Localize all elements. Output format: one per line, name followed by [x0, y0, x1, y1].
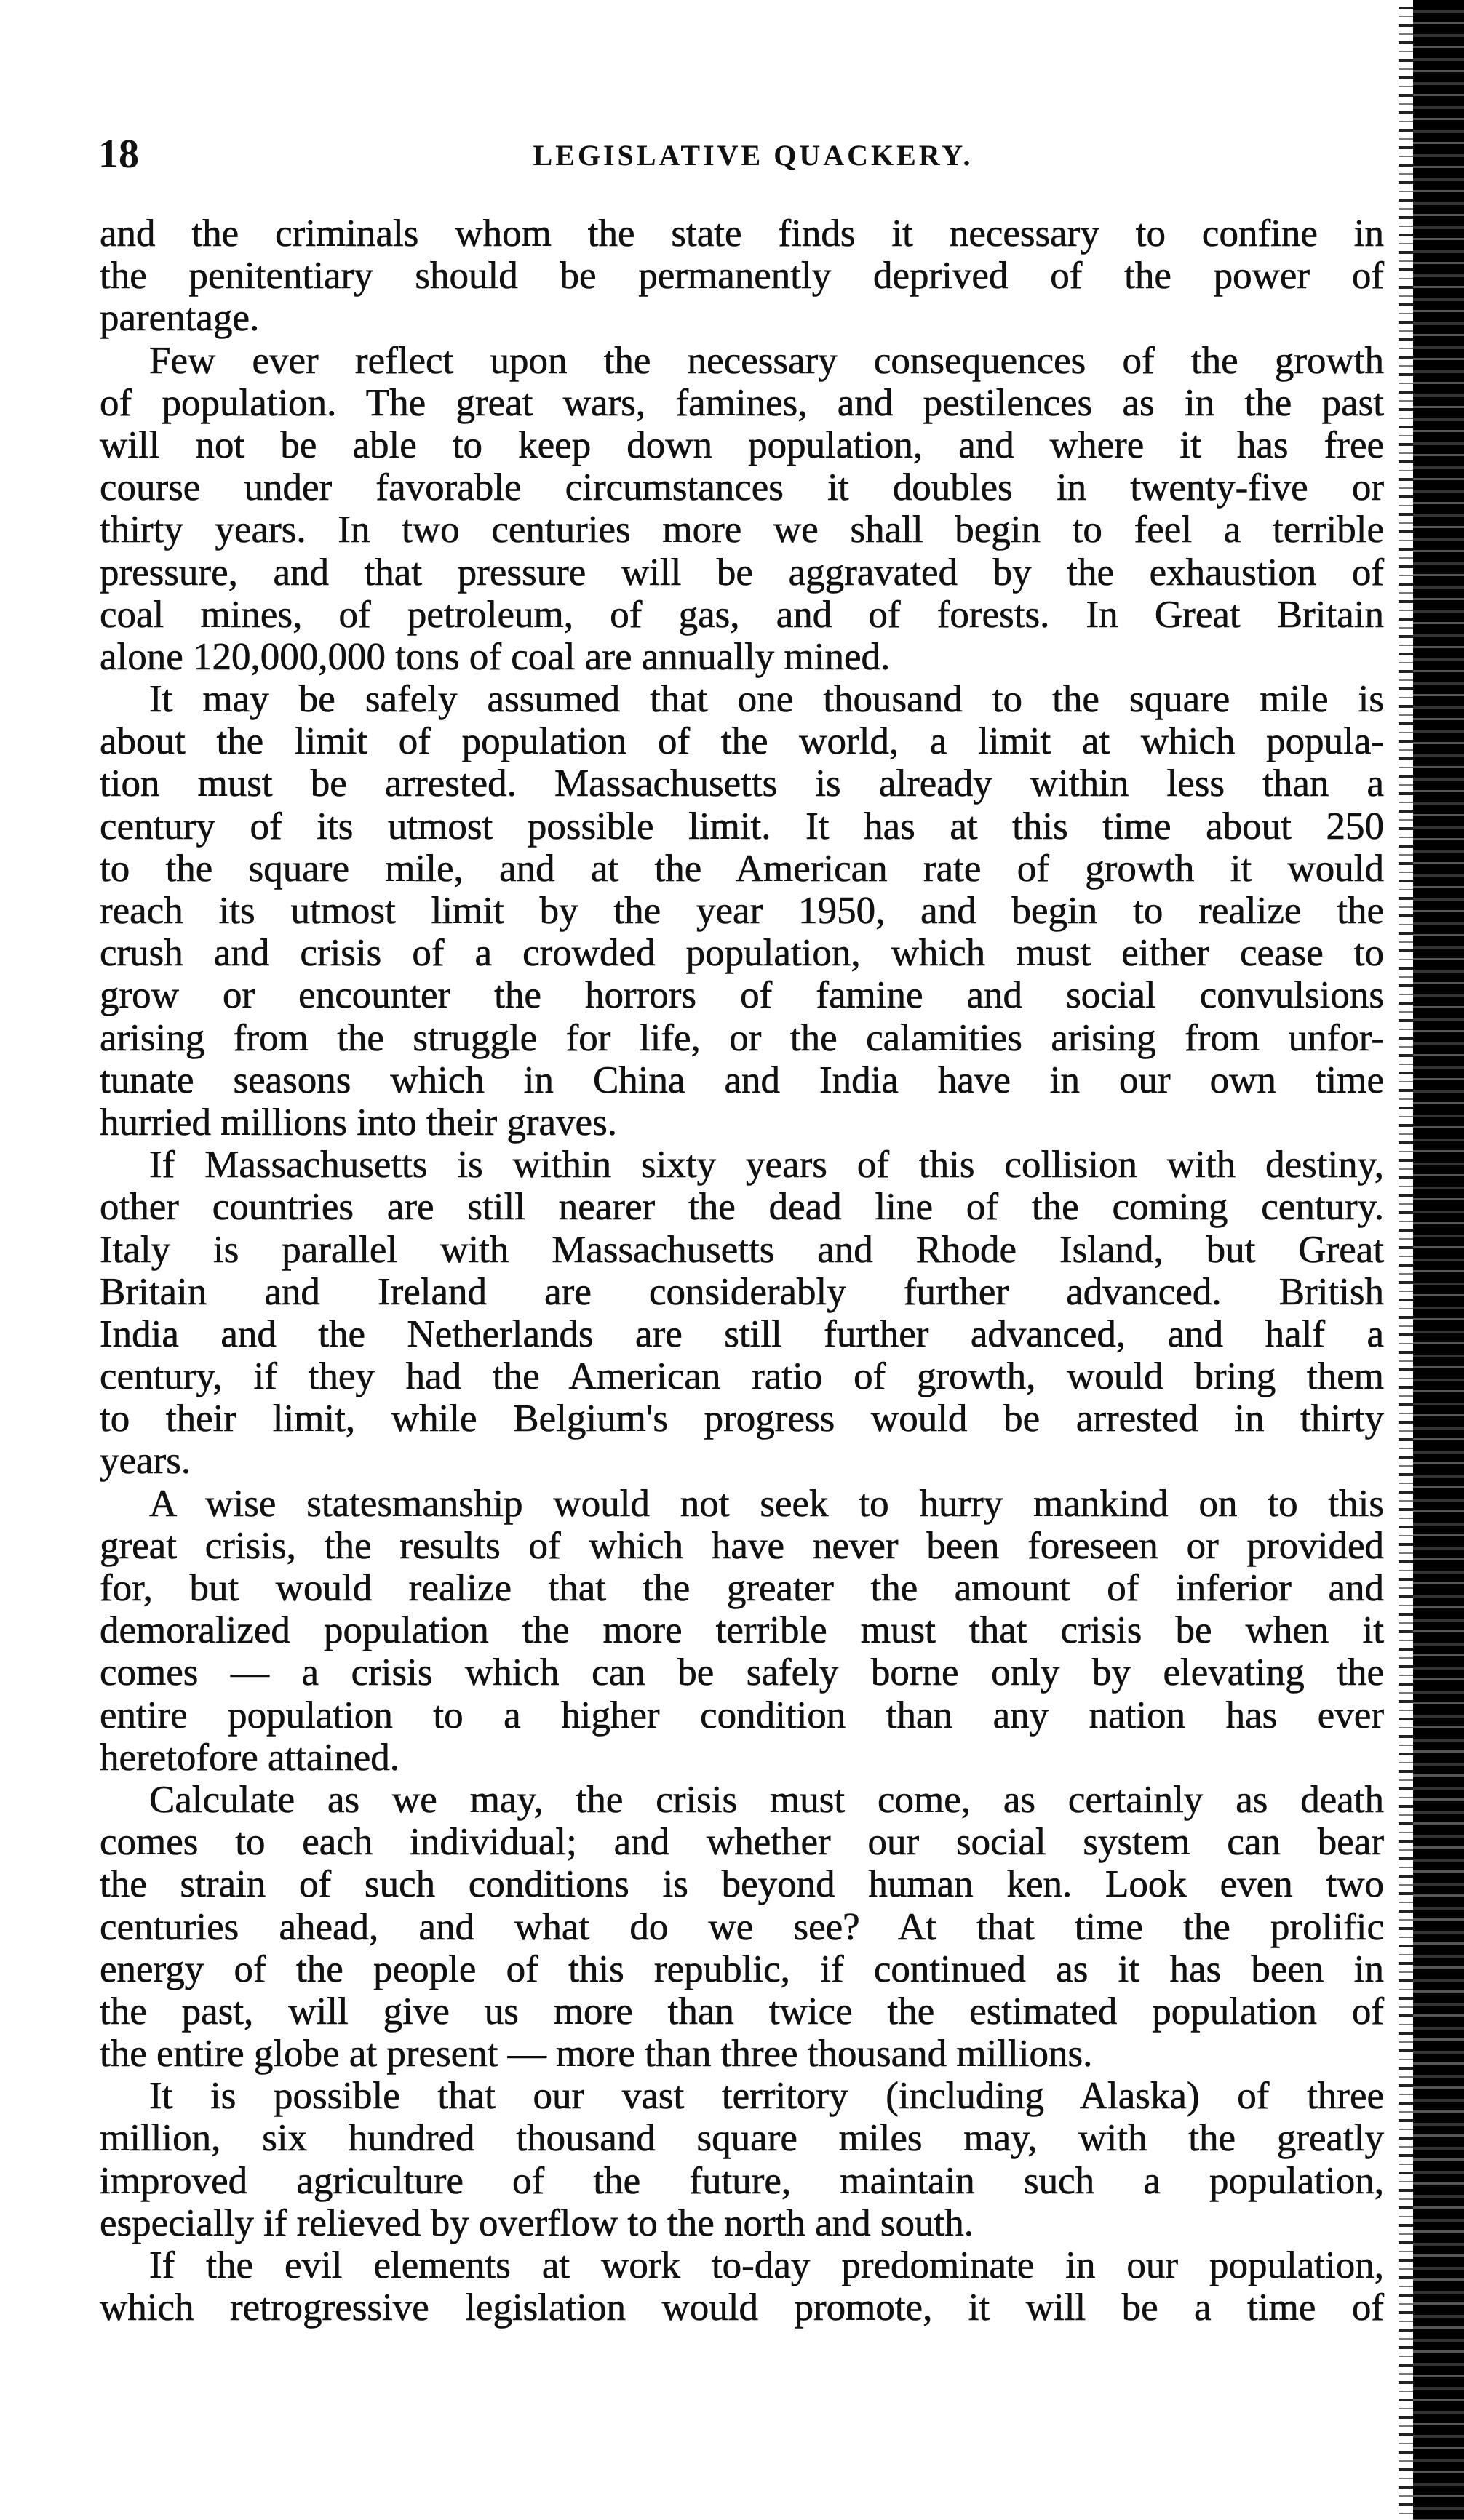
text-line: the penitentiary should be permanently deprived of the power of [100, 255, 1384, 298]
text-line: about the limit of population of the world, a limit at which popula- [100, 720, 1384, 763]
running-title: LEGISLATIVE QUACKERY. [533, 139, 974, 172]
text-line: alone 120,000,000 tons of coal are annually mined. [100, 635, 891, 678]
binding-edge [1413, 0, 1464, 2520]
text-line: the entire globe at present — more than three thousand millions. [100, 2033, 1093, 2076]
text-line: A wise statesmanship would not seek to hurry mankind on to this [149, 1482, 1384, 1525]
text-line: the strain of such conditions is beyond human ken. Look even two [100, 1863, 1384, 1906]
text-line: century of its utmost possible limit. It has at this time about 250 [100, 805, 1384, 848]
text-line: tunate seasons which in China and India have in our own time [100, 1058, 1384, 1101]
text-line: course under favorable circumstances it doubles in twenty-five or [100, 466, 1384, 509]
text-line: It is possible that our vast territory (including Alaska) of three [149, 2075, 1384, 2118]
text-line: crush and crisis of a crowded population, which must either cease to [100, 932, 1384, 975]
text-line: of population. The great wars, famines, and pestilences as in the past [100, 381, 1384, 424]
text-line: Britain and Ireland are considerably further advanced. British [100, 1270, 1384, 1313]
text-line: years. [100, 1440, 191, 1483]
text-line: energy of the people of this republic, if continued as it has been in [100, 1947, 1384, 1990]
text-line: It may be safely assumed that one thousand to the square mile is [149, 678, 1384, 721]
text-line: and the criminals whom the state finds it necessary to confine in [100, 212, 1384, 255]
page-body-text [100, 212, 1384, 2329]
text-line: to their limit, while Belgium's progress would be arrested in thirty [100, 1397, 1384, 1440]
text-line: for, but would realize that the greater the amount of inferior and [100, 1567, 1384, 1609]
text-line: century, if they had the American ratio of growth, would bring them [100, 1355, 1384, 1398]
text-line: comes to each individual; and whether our social system can bear [100, 1821, 1384, 1864]
text-line: will not be able to keep down population, and where it has free [100, 423, 1384, 466]
text-line: million, six hundred thousand square miles may, with the greatly [100, 2117, 1384, 2160]
text-line: demoralized population the more terrible must that crisis be when it [100, 1609, 1384, 1652]
text-line: coal mines, of petroleum, of gas, and of forests. In Great Britain [100, 593, 1384, 636]
text-line: great crisis, the results of which have never been foreseen or provided [100, 1524, 1384, 1567]
text-line: improved agriculture of the future, maintain such a population, [100, 2159, 1384, 2202]
text-line: hurried millions into their graves. [100, 1101, 617, 1144]
text-line: India and the Netherlands are still further advanced, and half a [100, 1312, 1384, 1355]
text-line: parentage. [100, 297, 260, 340]
text-line: heretofore attained. [100, 1736, 399, 1779]
text-line: other countries are still nearer the dead line of the coming century. [100, 1186, 1384, 1229]
text-line: If Massachusetts is within sixty years of this collision with destiny, [149, 1144, 1384, 1187]
text-line: grow or encounter the horrors of famine and social convulsions [100, 974, 1384, 1017]
text-line: Few ever reflect upon the necessary consequences of the growth [149, 339, 1384, 382]
text-line: entire population to a higher condition than any nation has ever [100, 1694, 1384, 1737]
text-line: to the square mile, and at the American rate of growth it would [100, 847, 1384, 890]
page-number: 18 [98, 132, 139, 177]
text-line: which retrogressive legislation would promote, it will be a time of [100, 2286, 1384, 2329]
text-line: tion must be arrested. Massachusetts is already within less than a [100, 762, 1384, 805]
text-line: thirty years. In two centuries more we shall begin to feel a terrible [100, 509, 1384, 551]
text-line: reach its utmost limit by the year 1950, and begin to realize the [100, 890, 1384, 932]
text-line: centuries ahead, and what do we see? At that time the prolific [100, 1905, 1384, 1948]
text-line: If the evil elements at work to-day predominate in our population, [149, 2244, 1384, 2286]
running-header [98, 131, 1379, 182]
text-line: pressure, and that pressure will be aggravated by the exhaustion of [100, 551, 1384, 594]
text-line: the past, will give us more than twice the estimated population of [100, 1990, 1384, 2033]
text-line: Calculate as we may, the crisis must come, as certainly as death [149, 1778, 1384, 1821]
text-line: Italy is parallel with Massachusetts and Rhode Island, but Great [100, 1228, 1384, 1271]
text-line: comes — a crisis which can be safely borne only by elevating the [100, 1651, 1384, 1694]
text-line: especially if relieved by overflow to the north and south. [100, 2201, 974, 2244]
text-line: arising from the struggle for life, or the calamities arising from unfor- [100, 1016, 1384, 1059]
